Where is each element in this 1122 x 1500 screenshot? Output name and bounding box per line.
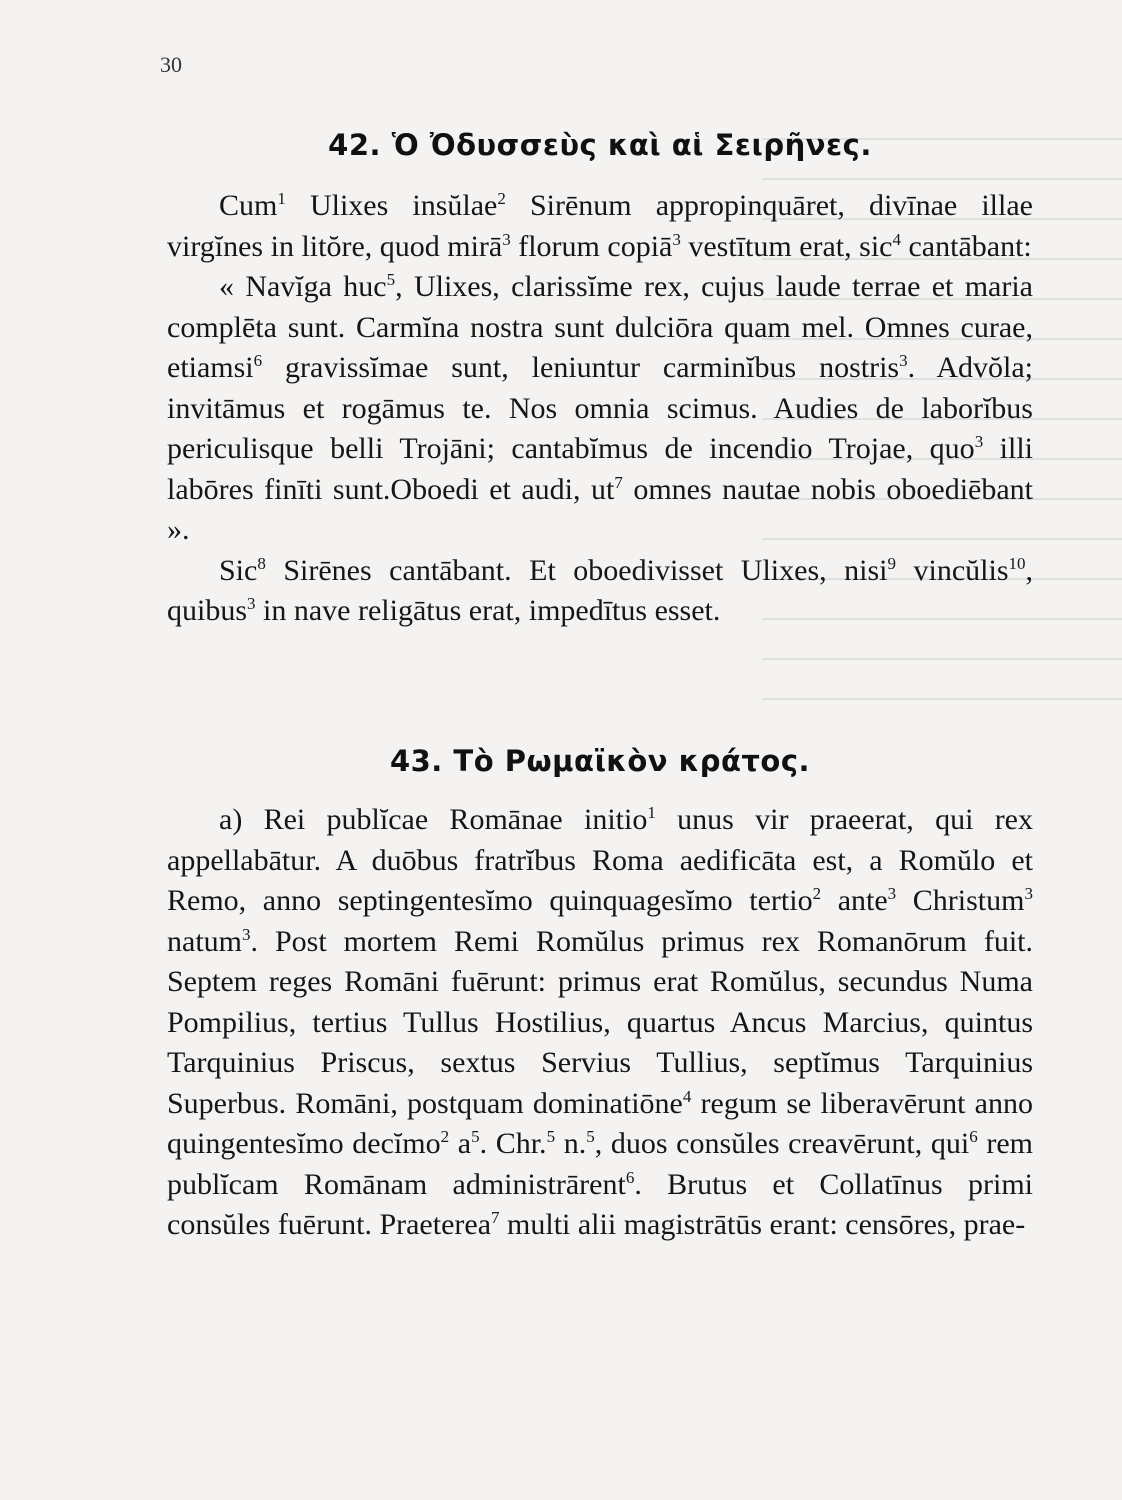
footnote-marker: 2 (440, 1127, 450, 1146)
section-42-heading: 42. Ὁ Ὀδυσσεὺς καὶ αἱ Σειρῆνες. (328, 128, 872, 162)
footnote-marker: 2 (497, 189, 506, 208)
paragraph: Sic$^8$ Sirēnes cantābant. Et oboedivisset Ulixes, nisi$^9$ vincŭlis$^{10}$, quibus$^3$ in nave religātus erat, impedītus esset. (167, 553, 1034, 627)
footnote-marker: 4 (892, 229, 901, 249)
footnote-marker: 2 (812, 884, 822, 903)
footnote-marker: 6 (625, 1167, 635, 1187)
footnote-marker: 5 (471, 1127, 480, 1146)
footnote-marker: 6 (253, 351, 263, 370)
footnote-marker: 3 (242, 924, 251, 944)
footnote-marker: 3 (887, 884, 897, 903)
footnote-marker: 3 (502, 229, 511, 249)
footnote-marker: 3 (1024, 884, 1033, 903)
section-43-body (167, 800, 1033, 1246)
footnote-marker: 9 (887, 553, 896, 573)
footnote-marker: 3 (899, 351, 908, 370)
footnote-marker: 10 (1008, 553, 1026, 573)
footnote-marker: 1 (277, 189, 286, 208)
footnote-marker: 3 (247, 594, 256, 613)
footnote-marker: 4 (682, 1086, 692, 1106)
footnote-marker: 1 (647, 803, 656, 822)
footnote-marker: 8 (257, 553, 266, 573)
footnote-marker: 5 (586, 1127, 595, 1146)
paragraph: « Navĭga huc$^5$, Ulixes, clarissĭme rex, cujus laude terrae et maria complēta sunt. Carmĭna nostra sunt dulciōra quam mel. Omnes curae, etiamsi$^6$ gravissĭmae sunt, leniuntur carminĭbus nostris$^3$. Advŏla; invitāmus et rogāmus te. Nos omnia scimus. Audies de laborĭbus periculisque belli Trojāni; cantabĭmus de incendio Trojae, quo$^3$ illi labōres finīti sunt.Oboedi et audi, $ut^7$ omnes nautae nobis oboediēbant ». (167, 270, 1034, 546)
footnote-marker: 5 (546, 1127, 556, 1146)
paragraph: a) Rei publĭcae Romānae initio$^1$ unus vir praeerat, qui rex appellabātur. A duōbus fratrĭbus Roma aedificāta est, a Romŭlo et Remo, anno septingentesĭmo quinquagesĭmo tertio$^2$ ante$^3$ Christum$^3$ natum$^3$. Post mortem Remi Romŭlus primus rex Romanōrum fuit. Septem reges Romāni fuērunt: primus erat Romŭlus, secundus Numa Pompilius, tertius Tullus Hostilius, quartus Ancus Marcius, quintus Tarquinius Priscus, sextus Servius Tullius, septĭmus Tarquinius Superbus. Romāni, postquam dominatiōne$^4$ regum se liberavērunt anno quingentesĭmo decĭmo$^2$ $a^5$. Chr.$^5$ n.$^5$, duos consŭles creavērunt, qui$^6$ rem publĭcam Romānam administrārent$^6$. Brutus et Collatīnus primi consŭles fuērunt. Praeterea$^7$ multi alii magistrātūs erant: censōres, prae- (167, 803, 1034, 1241)
footnote-marker: 7 (491, 1208, 500, 1227)
footnote-marker: 6 (969, 1127, 978, 1146)
footnote-marker: 3 (974, 432, 984, 451)
section-42-body (167, 186, 1033, 632)
footnote-marker: 7 (614, 472, 623, 492)
footnote-marker: 3 (672, 229, 681, 249)
paragraph: Cum$^1$ Ulixes insŭlae$^2$ Sirēnum appropinquāret, divīnae illae virgĭnes in litŏre, quod mirā$^3$ florum copiā$^3$ vestītum erat, sic$^4$ cantābant: (167, 189, 1033, 263)
footnote-marker: 5 (386, 270, 396, 289)
section-43-heading: 43. Τὸ Ρωμαϊκὸν κράτος. (389, 744, 811, 778)
page-number: 30 (160, 52, 182, 77)
